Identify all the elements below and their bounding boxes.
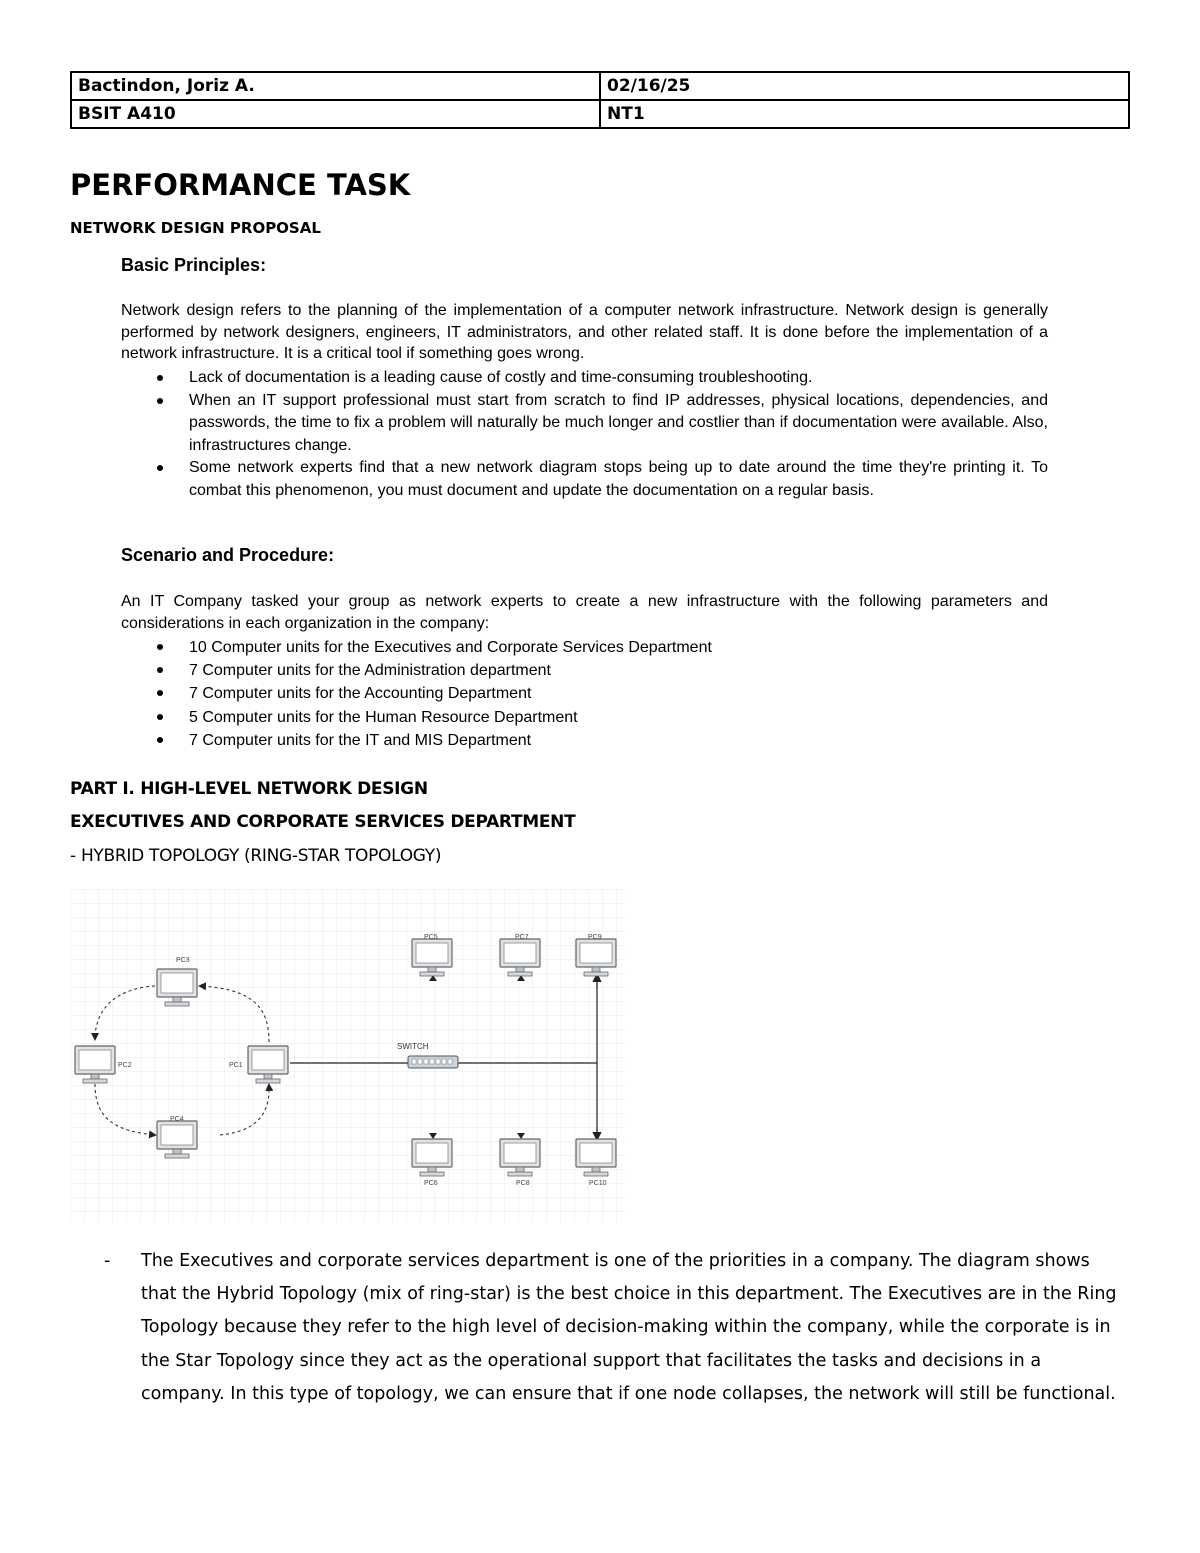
description-text: The Executives and corporate services department is one of the priorities in a company. The diagram shows that the Hybrid Topology (mix of ring-star) is the best choice in this department. The Executives are in the Ring Topology because they refer to the high level of decision-making within the company, while the corporate is in the Star Topology since they act as the operational support that facilitates the tasks and decisions in a company. In this type of topology, we can ensure that if one node collapses, the network will still be functional. <box>141 1251 1117 1404</box>
part1-heading: PART I. HIGH-LEVEL NETWORK DESIGN <box>70 779 428 799</box>
scenario-heading: Scenario and Procedure: <box>121 545 335 565</box>
header-row <box>71 72 1129 100</box>
list-item: 5 Computer units for the Human Resource Department <box>121 706 1048 729</box>
pc-label: PC2 <box>118 1062 132 1069</box>
header-row <box>71 100 1129 128</box>
network-diagram <box>70 889 625 1222</box>
submission-date: 02/16/25 <box>600 72 1129 100</box>
switch-icon <box>408 1056 458 1068</box>
pc-label: PC10 <box>589 1180 607 1187</box>
student-name: Bactindon, Joriz A. <box>71 72 600 100</box>
dash-marker: - <box>104 1251 111 1271</box>
course-code: NT1 <box>600 100 1129 128</box>
pc-label: PC3 <box>176 957 190 964</box>
student-section: BSIT A410 <box>71 100 600 128</box>
pc-label: PC5 <box>424 934 438 941</box>
pc-label: PC7 <box>515 934 529 941</box>
list-item: 7 Computer units for the Accounting Department <box>121 682 1048 705</box>
scenario-paragraph: An IT Company tasked your group as network experts to create a new infrastructure with the following parameters and considerations in each organization in the company: <box>121 593 1048 632</box>
scenario-list <box>121 636 1048 752</box>
pc-label: PC1 <box>229 1062 243 1069</box>
basic-principles-heading: Basic Principles: <box>121 255 267 275</box>
topology-label: - HYBRID TOPOLOGY (RING-STAR TOPOLOGY) <box>70 846 442 866</box>
diagram-description <box>100 1245 1130 1411</box>
switch-label: SWITCH <box>397 1042 429 1051</box>
list-item: 10 Computer units for the Executives and Corporate Services Department <box>121 636 1048 659</box>
page-subtitle: NETWORK DESIGN PROPOSAL <box>70 219 321 237</box>
pc-label: PC9 <box>588 934 602 941</box>
department-heading: EXECUTIVES AND CORPORATE SERVICES DEPARTMENT <box>70 812 576 832</box>
list-item: 7 Computer units for the Administration department <box>121 659 1048 682</box>
list-item: 7 Computer units for the IT and MIS Department <box>121 729 1048 752</box>
list-item: Some network experts find that a new network diagram stops being up to date around the time they're printing it. To combat this phenomenon, you must document and update the documentation on a regular basis. <box>121 457 1048 502</box>
pc-label: PC6 <box>424 1180 438 1187</box>
pc-label: PC8 <box>516 1180 530 1187</box>
basic-principles-list <box>121 367 1048 502</box>
header-table <box>70 71 1130 129</box>
pc-label: PC4 <box>170 1116 184 1123</box>
list-item: Lack of documentation is a leading cause of costly and time-consuming troubleshooting. <box>121 367 1048 390</box>
list-item: When an IT support professional must start from scratch to find IP addresses, physical locations, dependencies, and passwords, the time to fix a problem will naturally be much longer and costlier than if documentation were available. Also, infrastructures change. <box>121 390 1048 458</box>
basic-principles-paragraph: Network design refers to the planning of the implementation of a computer network infrastructure. Network design is generally performed by network designers, engineers, IT administrators, and other related staff. It is done before the implementation of a network infrastructure. It is a critical tool if something goes wrong. <box>121 302 1048 363</box>
page-title: PERFORMANCE TASK <box>70 168 411 202</box>
